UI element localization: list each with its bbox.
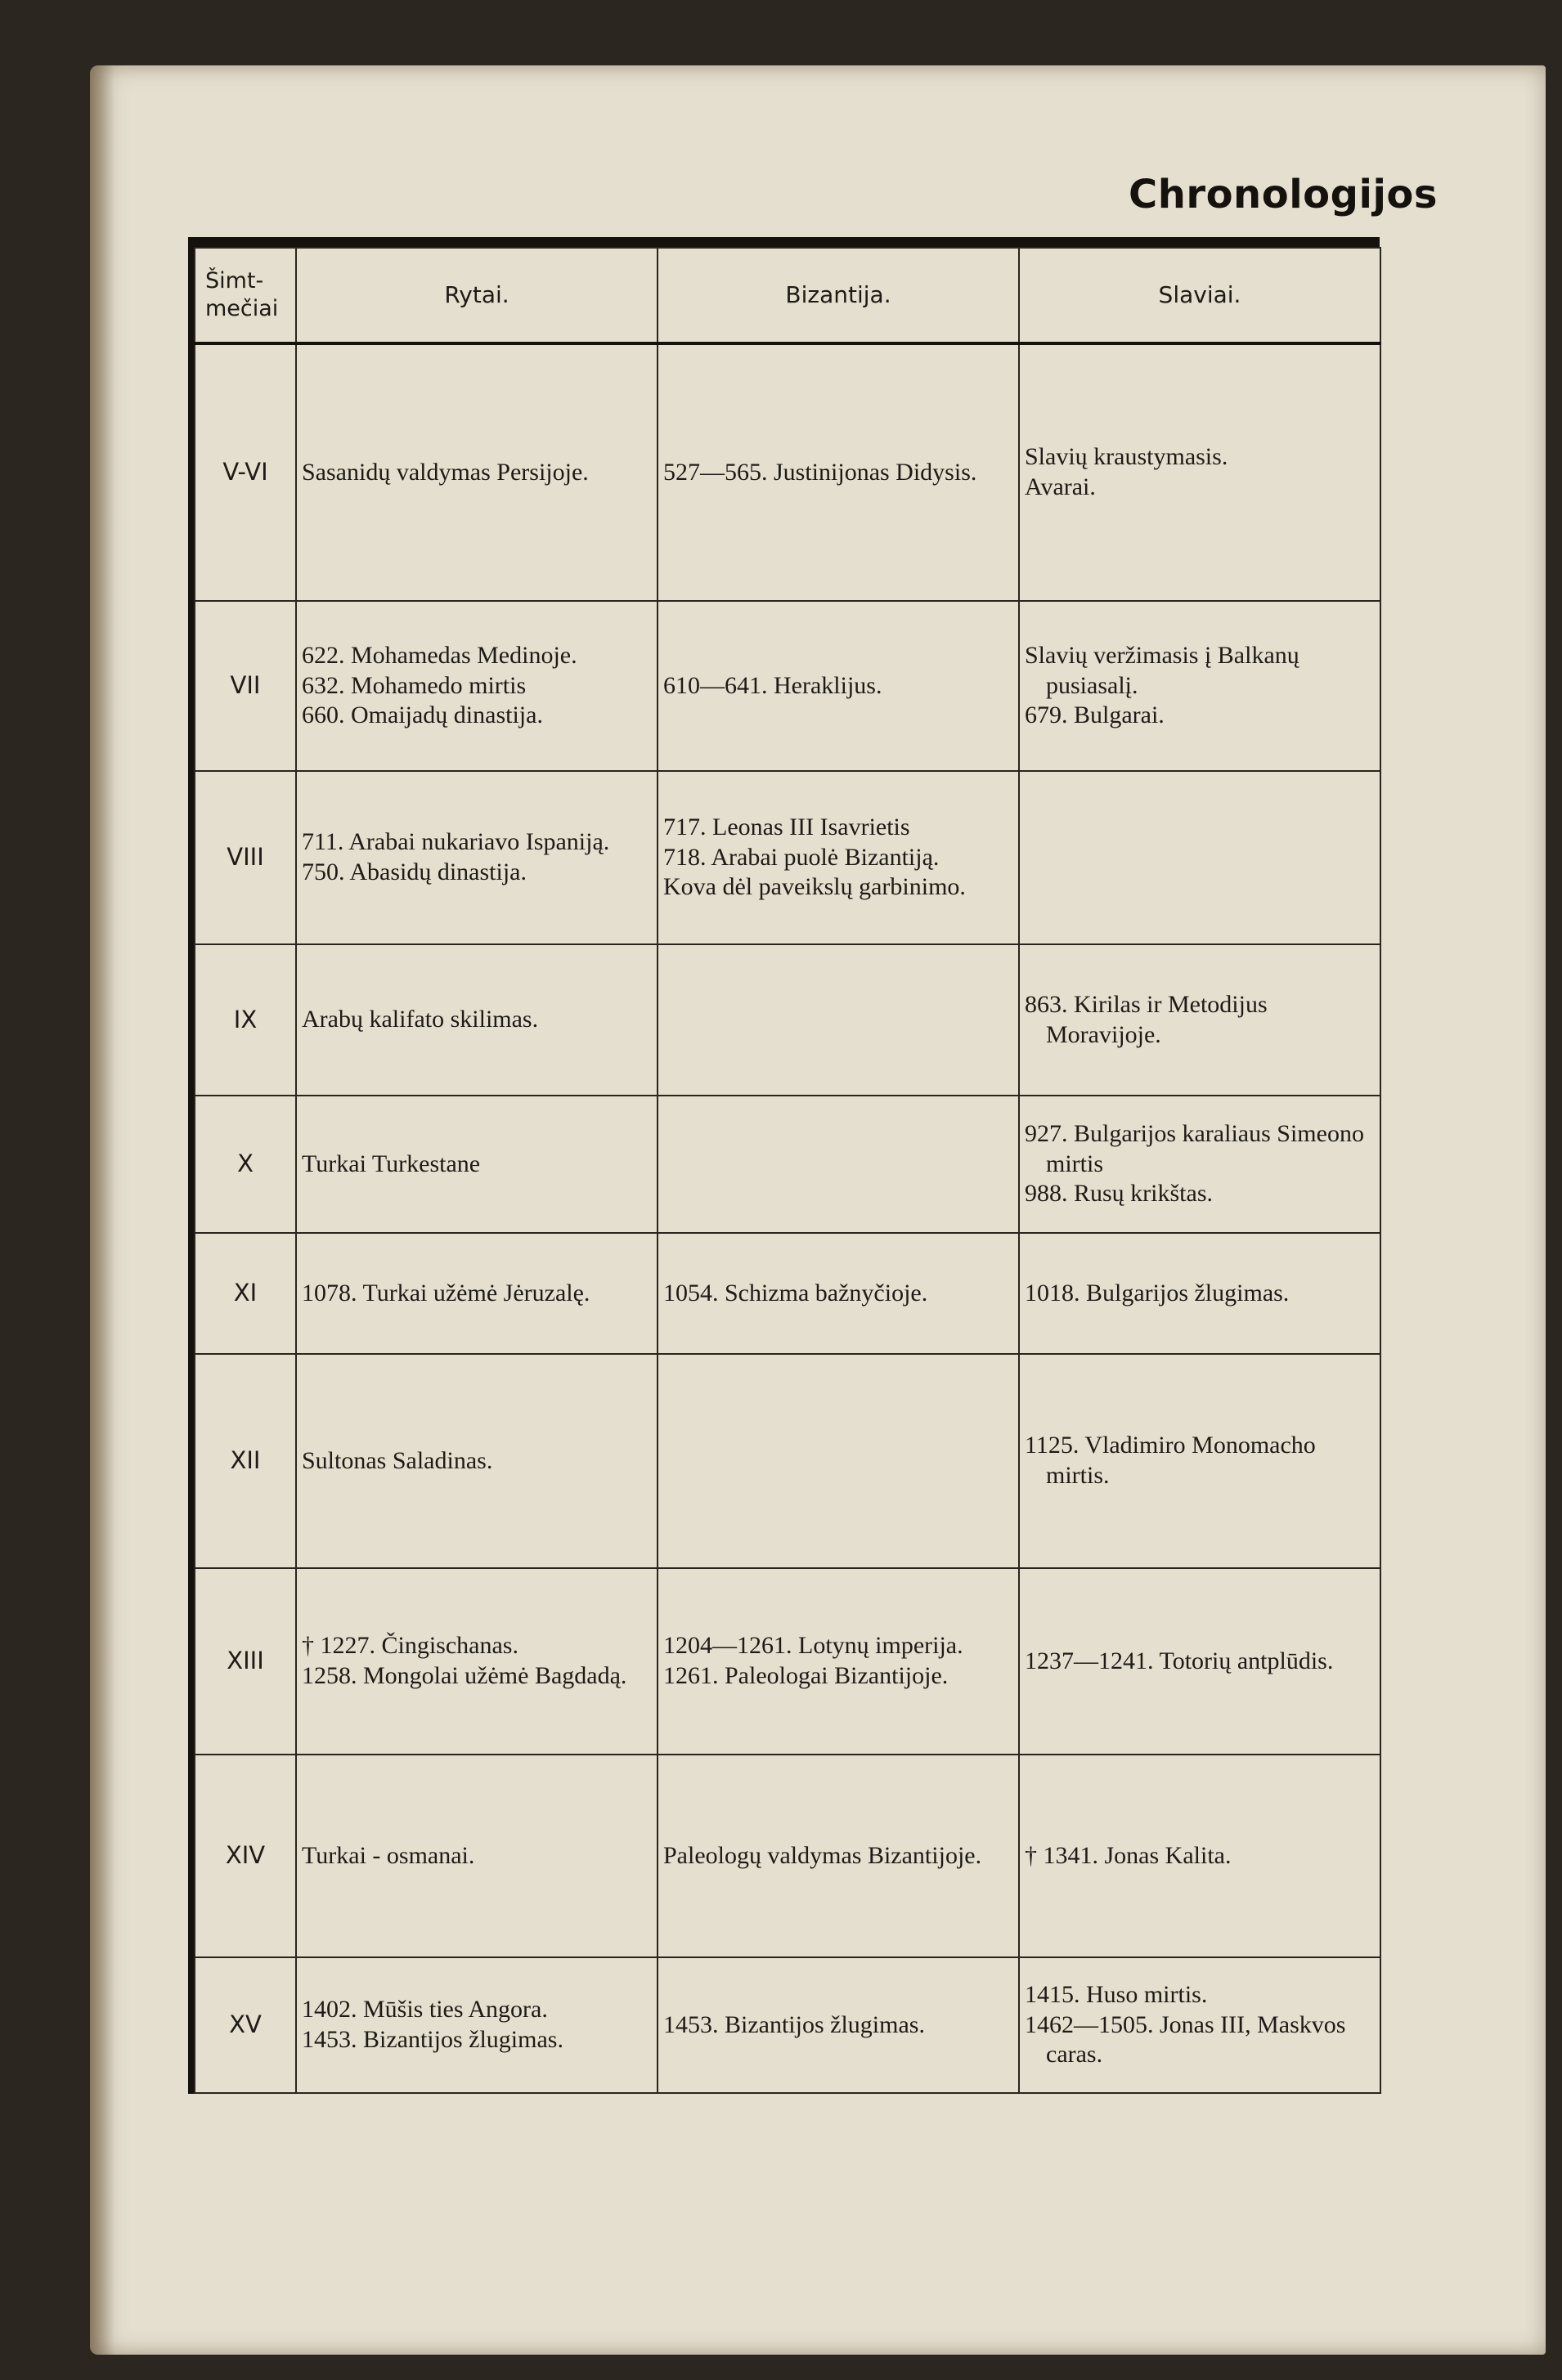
byzantium-entry: Paleologų valdymas Bizantijoje. (663, 1841, 982, 1869)
byzantium-entry: 1204—1261. Lotynų imperija. (663, 1632, 963, 1660)
page-spine-shadow (90, 65, 114, 2355)
slavs-cell (1019, 944, 1380, 1096)
east-cell (296, 1096, 658, 1233)
running-title: Chronologijos (1129, 172, 1438, 217)
byzantium-cell (658, 944, 1019, 1096)
east-cell (296, 1568, 658, 1755)
east-cell (296, 1354, 658, 1568)
byzantium-cell (658, 343, 1019, 601)
slavs-entry: 1237—1241. Totorių antplūdis. (1025, 1647, 1334, 1674)
century-cell: IX (195, 944, 296, 1096)
east-entry: 660. Omaijadų dinastija. (302, 701, 543, 729)
slavs-cell (1019, 1755, 1380, 1957)
table-row (195, 1354, 1380, 1568)
byzantium-entry: 610—641. Heraklijus. (663, 671, 882, 699)
table-body (195, 343, 1380, 2093)
slavs-cell (1019, 1354, 1380, 1568)
byzantium-entry: 1054. Schizma bažnyčioje. (663, 1279, 928, 1307)
east-cell (296, 343, 658, 601)
century-cell: V-VI (195, 343, 296, 601)
east-entry: 1453. Bizantijos žlugimas. (302, 2026, 563, 2053)
east-entry: 750. Abasidų dinastija. (302, 858, 527, 885)
table-row (195, 1957, 1380, 2093)
header-century-label: Šimt- mečiai (205, 268, 279, 321)
slavs-entry: † 1341. Jonas Kalita. (1025, 1841, 1232, 1869)
byzantium-cell (658, 771, 1019, 944)
slavs-entry: 1125. Vladimiro Monomacho mirtis. (1025, 1432, 1316, 1489)
east-entry: Turkai - osmanai. (302, 1841, 475, 1869)
byzantium-cell (658, 1755, 1019, 1957)
byzantium-cell (658, 1096, 1019, 1233)
byzantium-cell (658, 1233, 1019, 1354)
table-row (195, 1755, 1380, 1957)
century-cell: VII (195, 601, 296, 771)
century-cell: XIII (195, 1568, 296, 1755)
east-entry: 622. Mohamedas Medinoje. (302, 642, 577, 670)
table-row (195, 944, 1380, 1096)
east-cell (296, 601, 658, 771)
east-entry: Sultonas Saladinas. (302, 1446, 493, 1474)
chronology-table-frame (188, 237, 1380, 2094)
slavs-cell (1019, 1096, 1380, 1233)
east-entry: 711. Arabai nukariavo Ispaniją. (302, 828, 610, 856)
east-entry: 1402. Mūšis ties Angora. (302, 1996, 548, 2024)
slavs-entry: Slavių veržimasis į Balkanų pusiasalį. (1025, 642, 1299, 699)
table-row (195, 601, 1380, 771)
chronology-table (194, 247, 1381, 2094)
east-entry: Turkai Turkestane (302, 1150, 481, 1177)
byzantium-entry: 1261. Paleologai Bizantijoje. (663, 1662, 949, 1689)
byzantium-entry: 527—565. Justinijonas Didysis. (663, 458, 977, 486)
east-entry: Sasanidų valdymas Persijoje. (302, 458, 589, 486)
slavs-cell (1019, 343, 1380, 601)
east-entry: 632. Mohamedo mirtis (302, 671, 527, 699)
east-cell (296, 944, 658, 1096)
east-cell (296, 1755, 658, 1957)
header-slavs: Slaviai. (1019, 248, 1380, 343)
east-entry: 1258. Mongolai užėmė Bagdadą. (302, 1662, 627, 1689)
century-cell: XV (195, 1957, 296, 2093)
slavs-entry: 1415. Huso mirtis. (1025, 1981, 1208, 2009)
slavs-entry: 1462—1505. Jonas III, Maskvos caras. (1025, 2010, 1346, 2068)
slavs-cell (1019, 601, 1380, 771)
slavs-cell (1019, 1957, 1380, 2093)
slavs-cell (1019, 1233, 1380, 1354)
slavs-entry: 1018. Bulgarijos žlugimas. (1025, 1279, 1290, 1307)
slavs-entry: 927. Bulgarijos karaliaus Simeono mirtis (1025, 1120, 1364, 1177)
book-page (90, 65, 1546, 2355)
century-cell: XIV (195, 1755, 296, 1957)
century-cell: VIII (195, 771, 296, 944)
century-cell: XII (195, 1354, 296, 1568)
table-header-row (195, 248, 1380, 343)
slavs-entry: Avarai. (1025, 473, 1096, 500)
byzantium-cell (658, 1957, 1019, 2093)
east-cell (296, 771, 658, 944)
east-cell (296, 1233, 658, 1354)
byzantium-entry: 718. Arabai puolė Bizantiją. (663, 843, 940, 871)
east-entry: Arabų kalifato skilimas. (302, 1006, 539, 1033)
table-row (195, 1568, 1380, 1755)
east-cell (296, 1957, 658, 2093)
table-row (195, 1233, 1380, 1354)
table-row (195, 343, 1380, 601)
east-entry: † 1227. Čingischanas. (302, 1632, 518, 1660)
slavs-cell (1019, 1568, 1380, 1755)
table-row (195, 771, 1380, 944)
century-cell: XI (195, 1233, 296, 1354)
byzantium-entry: 1453. Bizantijos žlugimas. (663, 2010, 925, 2038)
byzantium-cell (658, 601, 1019, 771)
slavs-entry: 863. Kirilas ir Metodijus Moravijoje. (1025, 990, 1268, 1048)
byzantium-entry: Kova dėl paveikslų garbinimo. (663, 873, 966, 901)
header-century (195, 248, 296, 343)
header-east: Rytai. (296, 248, 658, 343)
slavs-cell (1019, 771, 1380, 944)
slavs-entry: Slavių kraustymasis. (1025, 443, 1228, 471)
east-entry: 1078. Turkai užėmė Jėruzalę. (302, 1279, 590, 1307)
byzantium-cell (658, 1354, 1019, 1568)
byzantium-entry: 717. Leonas III Isavrietis (663, 814, 910, 841)
byzantium-cell (658, 1568, 1019, 1755)
header-byzantium: Bizantija. (658, 248, 1019, 343)
slavs-entry: 679. Bulgarai. (1025, 701, 1165, 729)
table-row (195, 1096, 1380, 1233)
century-cell: X (195, 1096, 296, 1233)
slavs-entry: 988. Rusų krikštas. (1025, 1180, 1214, 1208)
